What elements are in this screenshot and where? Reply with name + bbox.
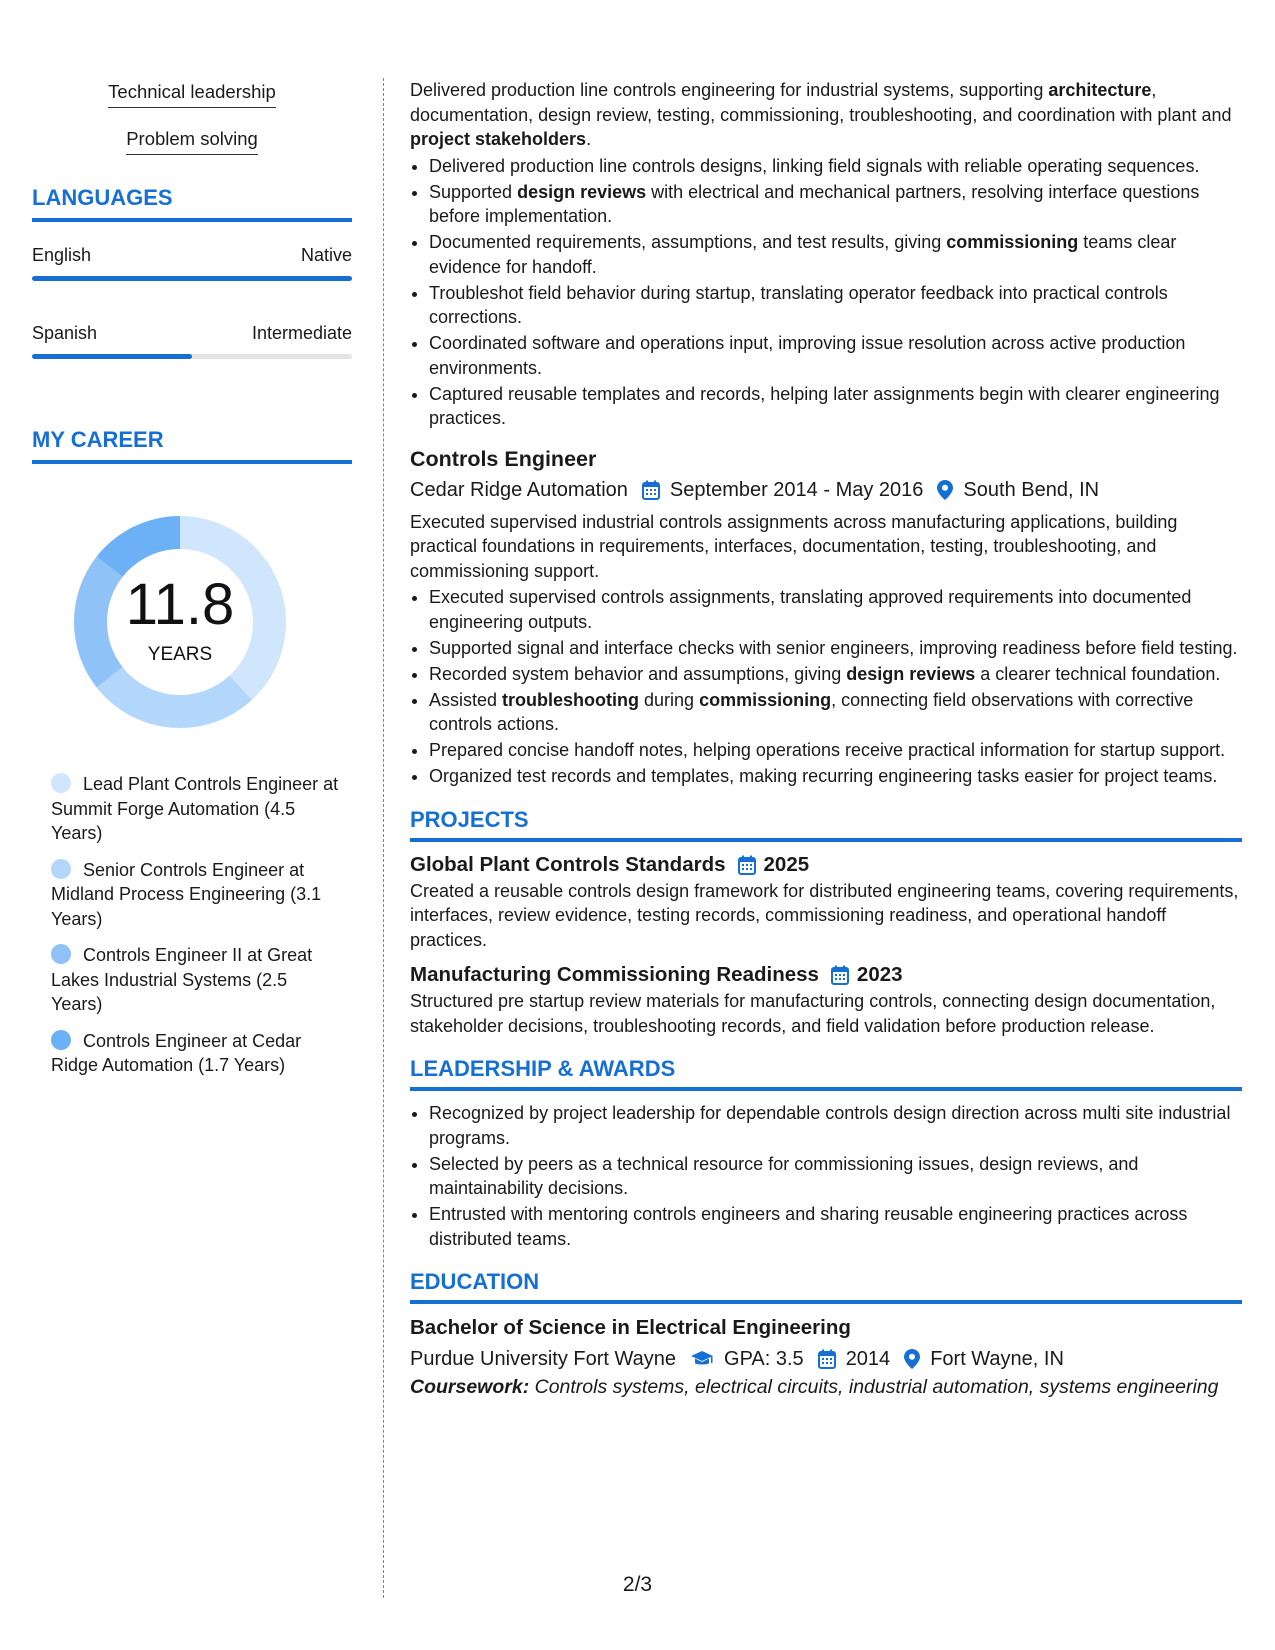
career-heading: MY CAREER — [32, 427, 352, 464]
location-pin-icon — [937, 480, 953, 500]
bullet-item: • Supported signal and interface checks with senior engineers, improving readiness before field testing. — [429, 636, 1242, 661]
project-year: 2025 — [763, 852, 810, 876]
page-number: 2/3 — [622, 1573, 653, 1596]
project-year: 2023 — [856, 963, 903, 986]
calendar-icon — [738, 855, 756, 875]
career-donut-chart — [64, 506, 296, 738]
job-company: Cedar Ridge Automation — [410, 478, 628, 501]
project-name: Manufacturing Commissioning Readiness — [410, 963, 819, 986]
bullet-item: • Documented requirements, assumptions, and test results, giving commissioning teams clear evidence for handoff. — [429, 230, 1242, 279]
education-year: 2014 — [845, 1348, 891, 1370]
job-meta — [410, 476, 1242, 504]
language-proficiency-bar — [32, 354, 352, 359]
projects-heading: PROJECTS — [410, 807, 1242, 842]
languages-heading: LANGUAGES — [32, 185, 352, 222]
bullet-item: • Coordinated software and operations input, improving issue resolution across active production environments. — [429, 331, 1242, 380]
education-meta — [410, 1345, 1242, 1373]
coursework-label: Coursework: — [410, 1376, 530, 1398]
award-item: • Selected by peers as a technical resource for commissioning issues, design reviews, and maintainability decisions. — [429, 1152, 1242, 1201]
career-item-text: Lead Plant Controls Engineer at Summit Forge Automation (4.5 Years) — [51, 774, 339, 843]
language-item — [32, 321, 352, 359]
awards-heading: LEADERSHIP & AWARDS — [410, 1056, 1242, 1091]
career-list-item — [51, 943, 342, 1017]
coursework — [410, 1375, 1242, 1400]
bullet-item: • Executed supervised controls assignments, translating approved requirements into documented engineering outputs. — [429, 585, 1242, 634]
job-bullets — [410, 154, 1242, 431]
career-list-item — [51, 772, 342, 846]
awards-list — [410, 1101, 1242, 1251]
left-column — [32, 80, 352, 1090]
career-item-text: Controls Engineer II at Great Lakes Industrial Systems (2.5 Years) — [51, 945, 313, 1014]
language-level: Native — [300, 245, 352, 265]
right-column — [410, 78, 1242, 1400]
career-legend-dot — [51, 859, 71, 879]
career-legend-dot — [51, 1030, 71, 1050]
project-description: Structured pre startup review materials for manufacturing controls, connecting design documentation, stakeholder decisions, troubleshooting records, and field validation before production release. — [410, 991, 1216, 1036]
bullet-item: • Assisted troubleshooting during commissioning, connecting field observations with corrective controls actions. — [429, 688, 1242, 737]
job-summary: Delivered production line controls engineering for industrial systems, supporting architecture, documentation, design review, testing, commissioning, troubleshooting, and coordination with plant and project stakeholders. — [410, 80, 1232, 149]
career-item-text: Senior Controls Engineer at Midland Process Engineering (3.1 Years) — [51, 859, 322, 929]
career-donut-slice — [97, 667, 252, 728]
language-proficiency-fill — [32, 354, 192, 359]
language-proficiency-bar — [32, 276, 352, 281]
education-heading: EDUCATION — [410, 1269, 1242, 1304]
project-item — [410, 851, 1242, 953]
language-item — [32, 243, 352, 281]
skill-item: Problem solving — [126, 127, 258, 155]
language-level: Intermediate — [251, 323, 352, 343]
award-item: • Recognized by project leadership for dependable controls design direction across multi site industrial programs. — [429, 1101, 1242, 1150]
career-list — [32, 772, 352, 1078]
bullet-item: • Delivered production line controls designs, linking field signals with reliable operating sequences. — [429, 154, 1242, 179]
calendar-icon — [818, 1349, 836, 1369]
language-name: English — [32, 245, 92, 265]
career-legend-dot — [51, 944, 71, 964]
coursework-text: Controls systems, electrical circuits, industrial automation, systems engineering — [529, 1376, 1219, 1398]
job-bullets — [410, 585, 1242, 789]
bullet-item: • Captured reusable templates and records, helping later assignments begin with clearer engineering practices. — [429, 382, 1242, 431]
bullet-item: • Troubleshot field behavior during startup, translating operator feedback into practical controls corrections. — [429, 281, 1242, 330]
career-years-label: YEARS — [147, 644, 213, 665]
project-name: Global Plant Controls Standards — [410, 852, 726, 876]
job-title: Controls Engineer — [410, 446, 597, 471]
bullet-item: • Prepared concise handoff notes, helping operations receive practical information for startup support. — [429, 738, 1242, 763]
project-description: Created a reusable controls design framework for distributed engineering teams, covering requirements, interfaces, review evidence, testing records, commissioning readiness, and operational handoff practices. — [410, 880, 1239, 950]
calendar-icon — [831, 965, 849, 985]
job-summary: Executed supervised industrial controls assignments across manufacturing applications, building practical foundations in requirements, interfaces, documentation, testing, troubleshooting, and commissioning support. — [410, 511, 1178, 581]
education-gpa: GPA: 3.5 — [724, 1348, 804, 1370]
language-name: Spanish — [32, 323, 98, 343]
bullet-item: • Recorded system behavior and assumptions, giving design reviews a clearer technical foundation. — [429, 662, 1242, 687]
career-legend-dot — [51, 773, 71, 793]
job-dates: September 2014 - May 2016 — [669, 478, 924, 501]
language-proficiency-fill — [32, 276, 352, 281]
education-location: Fort Wayne, IN — [930, 1348, 1064, 1370]
calendar-icon — [642, 480, 660, 500]
career-item-text: Controls Engineer at Cedar Ridge Automation (1.7 Years) — [51, 1030, 302, 1075]
award-item: • Entrusted with mentoring controls engineers and sharing reusable engineering practices across distributed teams. — [429, 1202, 1242, 1251]
bullet-item: • Organized test records and templates, making recurring engineering tasks easier for project teams. — [429, 764, 1242, 789]
school-name: Purdue University Fort Wayne — [410, 1348, 677, 1370]
bullet-item: • Supported design reviews with electrical and mechanical partners, resolving interface questions before implementation. — [429, 180, 1242, 229]
career-total-years: 11.8 — [125, 572, 235, 637]
location-pin-icon — [904, 1349, 920, 1369]
project-item — [410, 961, 1242, 1038]
graduation-cap-icon — [690, 1350, 714, 1368]
career-list-item — [51, 1029, 342, 1078]
column-divider — [383, 78, 384, 1598]
degree-title: Bachelor of Science in Electrical Engineering — [410, 1316, 851, 1339]
skill-item: Technical leadership — [108, 80, 276, 108]
career-list-item — [51, 858, 342, 932]
job-location: South Bend, IN — [963, 478, 1100, 501]
